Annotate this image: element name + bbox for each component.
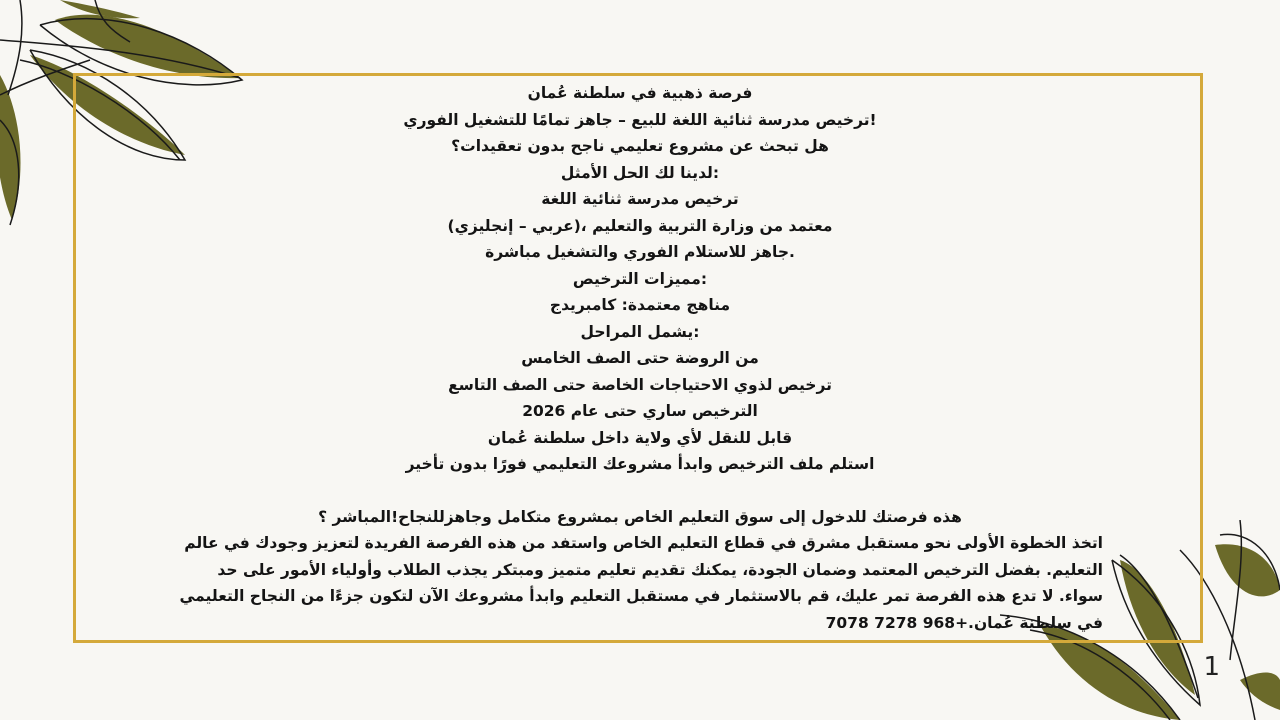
page-number: 1 xyxy=(1203,652,1220,682)
opportunity-line: هذه فرصتك للدخول إلى سوق التعليم الخاص بمشروع متكامل وجاهزللنجاح!المباشر ؟ xyxy=(318,507,962,526)
license-validity: الترخيص ساري حتى عام 2026 xyxy=(522,402,758,420)
transferability: قابل للنقل لأي ولاية داخل سلطنة عُمان xyxy=(487,428,793,447)
subheadline: !ترخيص مدرسة ثنائية اللغة للبيع – جاهز تمامًا للتشغيل الفوري xyxy=(403,110,877,129)
license-accreditation: معتمد من وزارة التربية والتعليم ،(عربي – إنجليزي) xyxy=(447,216,833,235)
features-heading: :مميزات الترخيص xyxy=(572,269,708,288)
stages-heading: :يشمل المراحل xyxy=(580,322,700,341)
feature-curriculum: مناهج معتمدة: كامبريدج xyxy=(549,296,731,314)
special-needs-license: ترخيص لذوي الاحتياجات الخاصة حتى الصف التاسع xyxy=(448,375,832,394)
headline: فرصة ذهبية في سلطنة عُمان xyxy=(527,84,753,102)
license-readiness: .جاهز للاستلام الفوري والتشغيل مباشرة xyxy=(485,243,795,261)
spacer xyxy=(180,478,1100,504)
call-to-action: استلم ملف الترخيص وابدأ مشروعك التعليمي فورًا بدون تأخير xyxy=(405,455,875,473)
license-type: ترخيص مدرسة ثنائية اللغة xyxy=(541,190,739,208)
slide-content xyxy=(179,80,1103,636)
question-line: هل تبحث عن مشروع تعليمي ناجح بدون تعقيدات؟ xyxy=(451,137,829,155)
solution-intro: :لدينا لك الحل الأمثل xyxy=(560,163,720,182)
stage-range: من الروضة حتى الصف الخامس xyxy=(521,349,759,367)
closing-paragraph: اتخذ الخطوة الأولى نحو مستقبل مشرق في قطاع التعليم الخاص واستفد من هذه الفرصة الفريدة لتعزيز وجودك في عالم التعليم. بفضل الترخيص المعتمد وضمان الجودة، يمكنك تقديم تعليم متميز ومبتكر يجذب الطلاب وأولياء الأمور على حد سواء. لا تدع هذه الفرصة تمر عليك، قم بالاستثمار في مستقبل التعليم وابدأ مشروعك الآن لتكون جزءًا من النجاح التعليمي في سلطنة عُمان.+968 7278 7078 xyxy=(179,534,1103,632)
